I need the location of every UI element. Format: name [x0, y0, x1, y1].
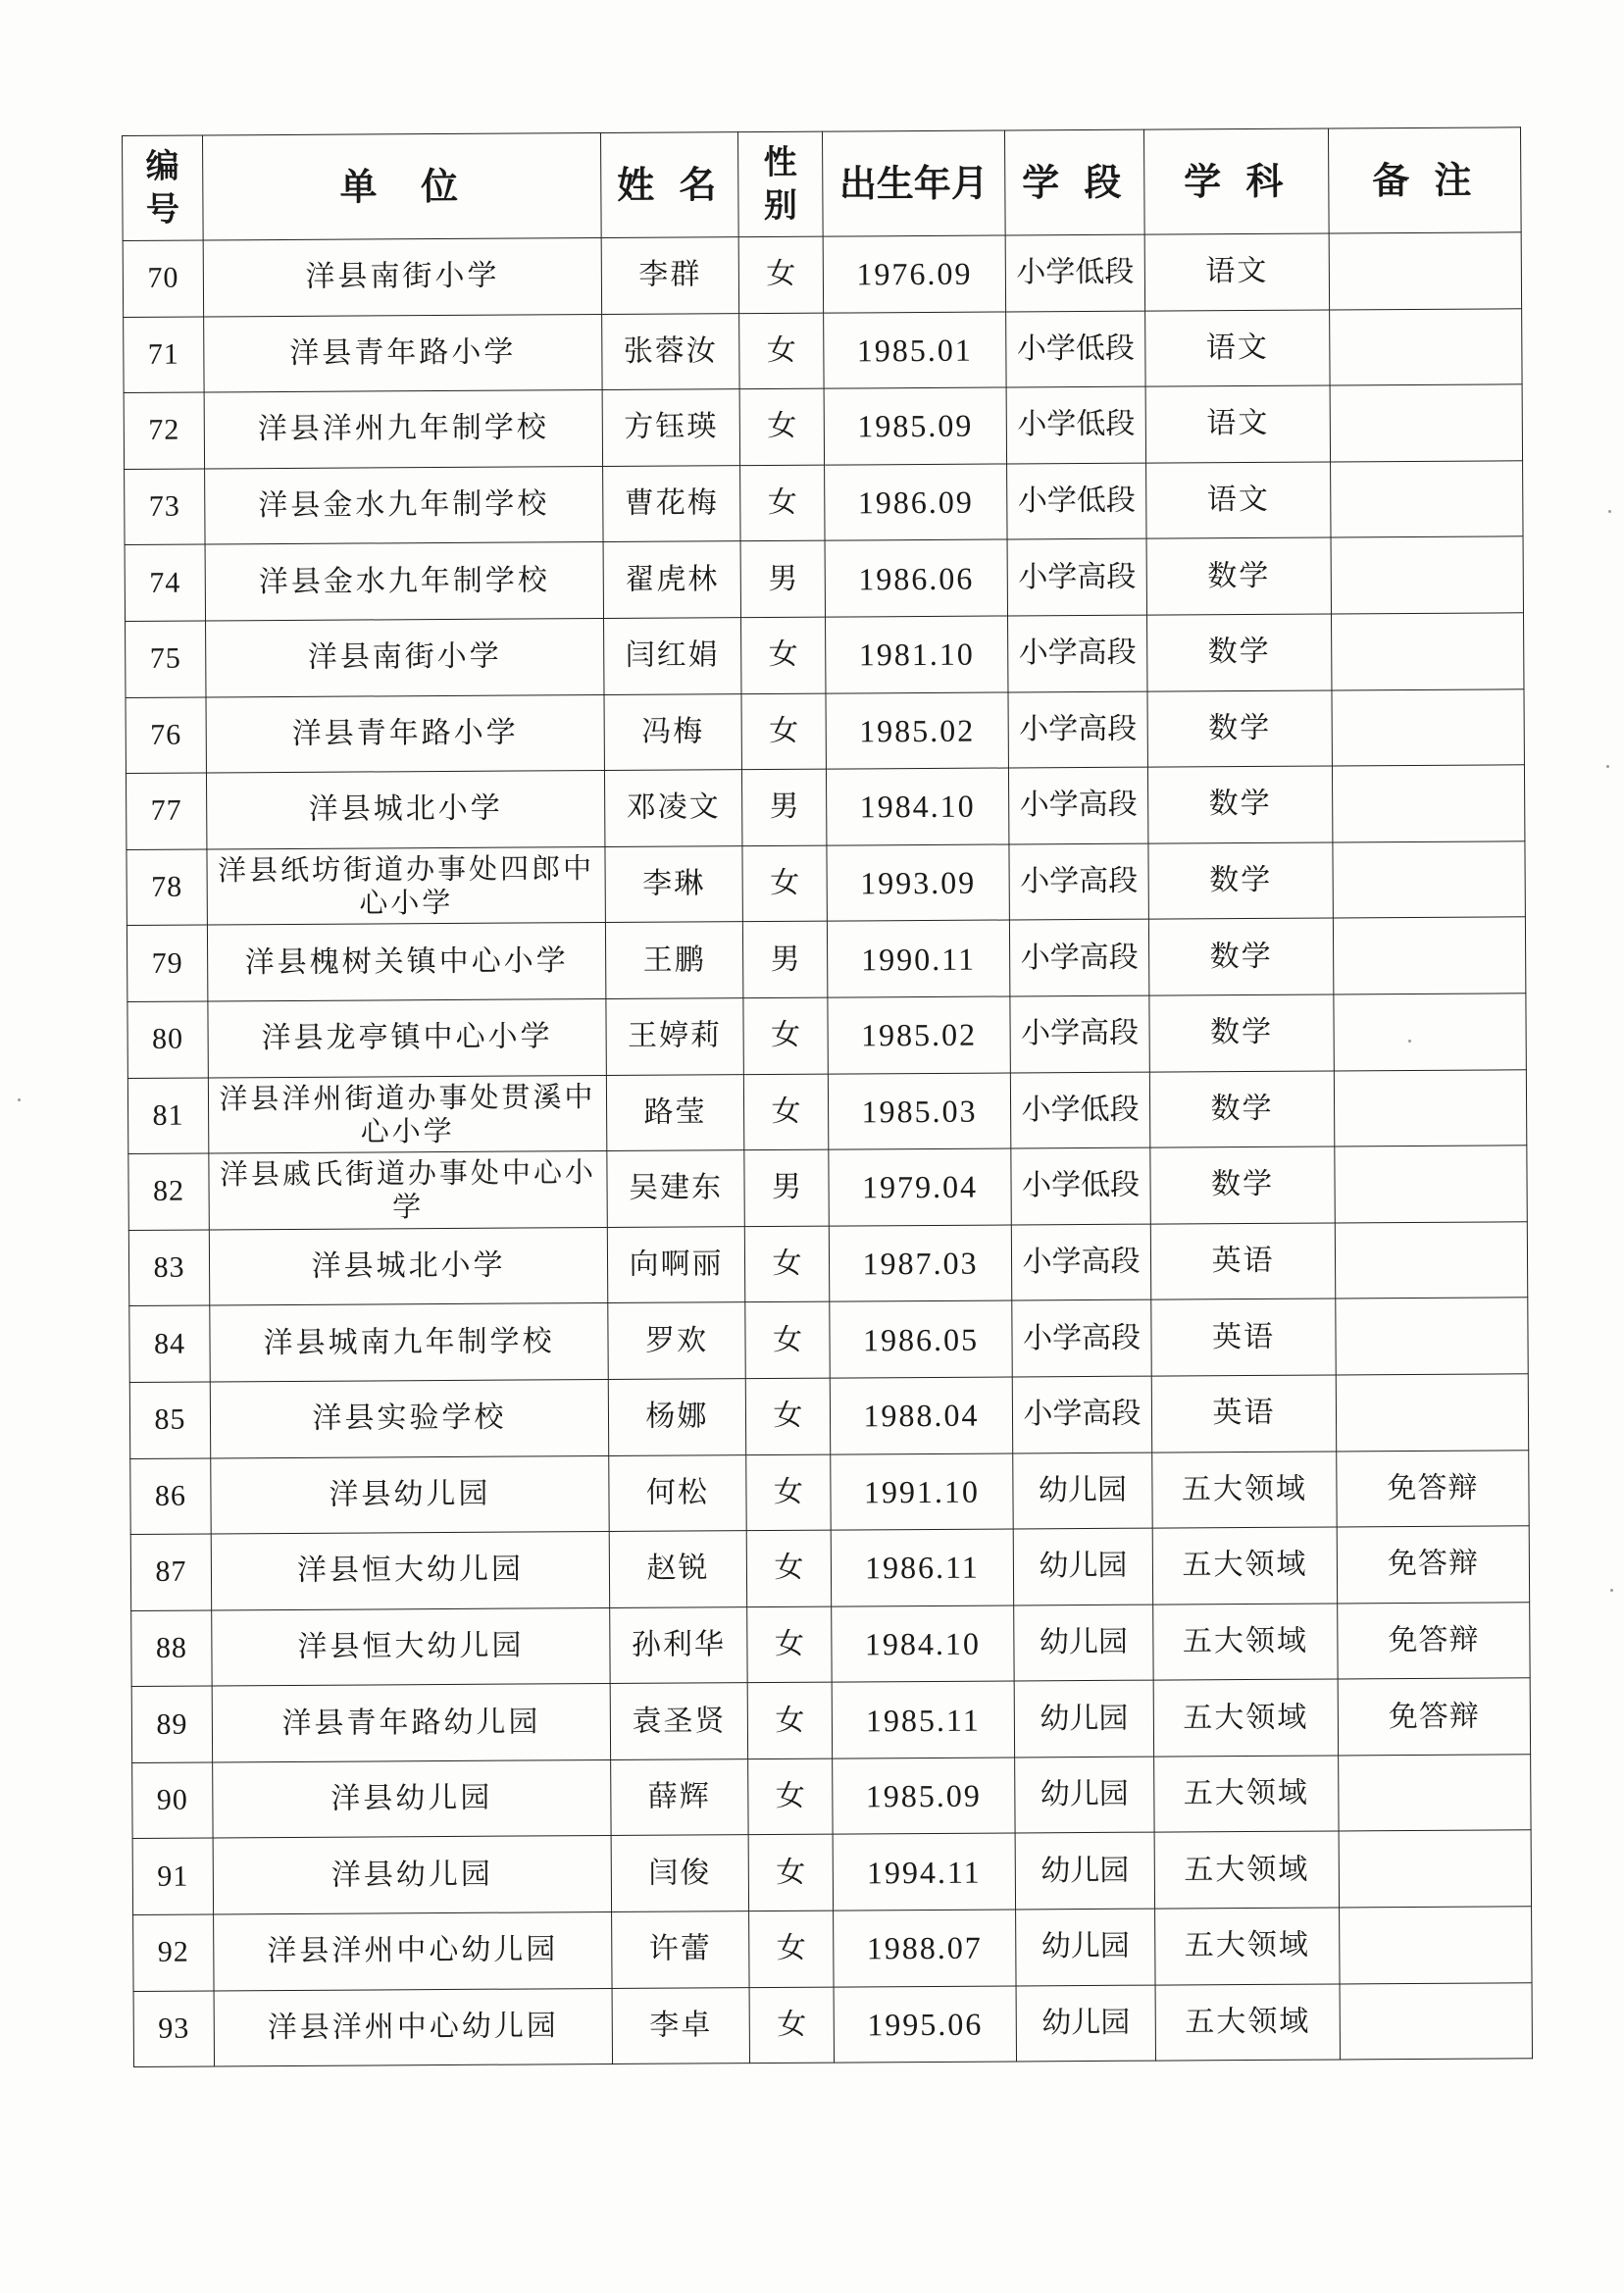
cell-birth: 1984.10	[826, 768, 1008, 845]
cell-unit: 洋县洋州九年制学校	[204, 390, 602, 469]
cell-note	[1335, 1221, 1527, 1299]
cell-birth: 1995.06	[834, 1986, 1016, 2064]
cell-subject: 数学	[1147, 766, 1332, 843]
cell-gender: 男	[742, 921, 827, 997]
cell-note	[1329, 232, 1521, 310]
cell-name: 向啊丽	[607, 1226, 744, 1302]
cell-gender: 女	[746, 1454, 831, 1531]
cell-gender: 女	[745, 1378, 830, 1454]
table-row	[130, 1526, 1529, 1610]
cell-gender: 女	[748, 1835, 833, 1911]
cell-number: 93	[133, 1991, 214, 2067]
cell-gender: 男	[744, 1149, 829, 1226]
cell-unit: 洋县青年路小学	[206, 694, 604, 773]
scan-speck	[1610, 1589, 1613, 1592]
cell-unit: 洋县洋州中心幼儿园	[214, 1912, 612, 1991]
teacher-roster-table	[122, 127, 1533, 2067]
cell-name: 曹花梅	[603, 465, 740, 541]
cell-unit: 洋县金水九年制学校	[205, 542, 603, 621]
cell-number: 87	[130, 1534, 211, 1610]
cell-number: 92	[133, 1914, 214, 1991]
cell-number: 78	[127, 849, 207, 926]
cell-note: 免答辩	[1338, 1602, 1530, 1679]
cell-note	[1334, 1069, 1526, 1146]
cell-subject: 数学	[1148, 842, 1333, 920]
header-note: 备 注	[1328, 127, 1521, 233]
table-row	[130, 1450, 1529, 1534]
scan-speck	[1606, 765, 1609, 768]
cell-name: 杨娜	[608, 1379, 745, 1455]
header-birth: 出生年月	[822, 130, 1005, 236]
cell-birth: 1986.09	[825, 464, 1007, 541]
table-row	[127, 1069, 1526, 1153]
table-row	[124, 384, 1522, 469]
table-row	[126, 765, 1524, 849]
cell-number: 79	[127, 925, 207, 1001]
cell-unit: 洋县恒大幼儿园	[211, 1532, 609, 1610]
cell-unit: 洋县洋州街道办事处贯溪中心小学	[208, 1075, 606, 1153]
table-row	[129, 1298, 1528, 1382]
cell-stage: 幼儿园	[1015, 1833, 1154, 1910]
cell-unit: 洋县戚氏街道办事处中心小学	[209, 1151, 607, 1230]
table-header-row	[123, 127, 1522, 241]
cell-subject: 数学	[1148, 918, 1333, 995]
cell-gender: 女	[747, 1682, 832, 1758]
cell-gender: 女	[738, 236, 823, 313]
cell-subject: 语文	[1145, 310, 1330, 387]
header-unit: 单 位	[203, 133, 602, 240]
cell-gender: 女	[743, 997, 828, 1074]
cell-subject: 英语	[1150, 1223, 1335, 1300]
cell-stage: 小学高段	[1009, 919, 1148, 995]
cell-note	[1330, 384, 1522, 462]
table-row	[127, 917, 1525, 1001]
cell-stage: 小学高段	[1011, 1224, 1150, 1300]
cell-gender: 女	[741, 693, 826, 770]
cell-number: 82	[128, 1153, 209, 1230]
header-gender	[737, 131, 823, 237]
cell-note	[1333, 917, 1525, 994]
cell-note	[1340, 1982, 1532, 2060]
header-gender-top: 性	[763, 142, 797, 183]
cell-unit: 洋县幼儿园	[213, 1836, 611, 1914]
cell-note	[1334, 994, 1526, 1071]
cell-birth: 1994.11	[833, 1833, 1015, 1911]
cell-unit: 洋县南街小学	[203, 238, 601, 317]
cell-subject: 数学	[1150, 1146, 1335, 1224]
cell-stage: 小学高段	[1008, 767, 1147, 843]
cell-unit: 洋县城南九年制学校	[210, 1303, 608, 1382]
table-row	[123, 232, 1521, 317]
cell-subject: 语文	[1145, 385, 1330, 463]
cell-unit: 洋县槐树关镇中心小学	[207, 923, 605, 1001]
cell-name: 罗欢	[608, 1302, 745, 1379]
cell-stage: 幼儿园	[1014, 1680, 1153, 1757]
cell-subject: 语文	[1144, 233, 1329, 311]
cell-birth: 1993.09	[827, 844, 1009, 922]
cell-unit: 洋县金水九年制学校	[205, 466, 603, 544]
cell-number: 91	[132, 1838, 213, 1914]
cell-name: 赵锐	[609, 1531, 746, 1607]
cell-birth: 1990.11	[827, 920, 1009, 997]
cell-stage: 小学低段	[1010, 1072, 1149, 1148]
cell-stage: 幼儿园	[1013, 1528, 1152, 1605]
cell-gender: 女	[744, 1226, 829, 1302]
cell-note	[1331, 461, 1523, 538]
header-number	[123, 135, 204, 240]
cell-note	[1336, 1374, 1528, 1452]
table-row	[127, 994, 1526, 1078]
cell-note: 免答辩	[1338, 1678, 1530, 1756]
cell-stage: 小学高段	[1008, 691, 1147, 768]
cell-note	[1332, 613, 1524, 690]
cell-subject: 数学	[1146, 537, 1331, 615]
table-row	[128, 1146, 1527, 1230]
cell-birth: 1985.01	[824, 312, 1006, 389]
cell-gender: 女	[739, 313, 824, 389]
cell-gender: 女	[745, 1301, 830, 1378]
cell-unit: 洋县南街小学	[206, 618, 604, 696]
cell-birth: 1976.09	[823, 235, 1005, 313]
cell-number: 72	[124, 392, 204, 469]
cell-stage: 小学低段	[1005, 234, 1144, 311]
header-stage: 学 段	[1004, 129, 1144, 235]
cell-name: 邓凌文	[604, 770, 741, 846]
cell-note	[1336, 1298, 1528, 1375]
cell-gender: 女	[739, 388, 824, 465]
cell-birth: 1985.03	[828, 1073, 1010, 1150]
cell-birth: 1986.06	[825, 539, 1007, 617]
cell-gender: 女	[747, 1606, 832, 1683]
cell-number: 80	[127, 1001, 208, 1078]
cell-subject: 英语	[1151, 1299, 1336, 1376]
cell-birth: 1988.04	[830, 1377, 1012, 1454]
header-number-bottom: 号	[145, 189, 180, 229]
cell-name: 翟虎林	[603, 541, 740, 618]
cell-unit: 洋县青年路小学	[204, 314, 602, 392]
cell-stage: 幼儿园	[1014, 1605, 1153, 1681]
cell-stage: 小学高段	[1007, 538, 1146, 615]
cell-note	[1335, 1146, 1527, 1223]
cell-unit: 洋县龙亭镇中心小学	[208, 998, 606, 1077]
cell-birth: 1979.04	[829, 1148, 1011, 1226]
cell-birth: 1991.10	[831, 1452, 1013, 1530]
cell-number: 70	[123, 240, 203, 317]
cell-subject: 数学	[1149, 1070, 1334, 1147]
cell-gender: 女	[742, 845, 827, 922]
cell-stage: 小学高段	[1012, 1376, 1151, 1452]
cell-note	[1333, 841, 1525, 919]
cell-subject: 数学	[1147, 690, 1332, 768]
cell-gender: 男	[741, 769, 826, 845]
cell-gender: 女	[743, 1074, 828, 1150]
cell-name: 吴建东	[607, 1150, 744, 1227]
cell-stage: 小学高段	[1008, 615, 1147, 691]
cell-gender: 女	[749, 1911, 834, 1987]
cell-gender: 女	[741, 617, 826, 693]
cell-unit: 洋县恒大幼儿园	[212, 1607, 610, 1686]
table-row	[125, 461, 1523, 545]
cell-unit: 洋县城北小学	[206, 771, 604, 849]
table-row	[129, 1374, 1528, 1458]
cell-name: 李琳	[605, 845, 742, 922]
cell-birth: 1981.10	[826, 616, 1008, 693]
cell-name: 张蓉汝	[602, 313, 739, 389]
cell-number: 86	[130, 1457, 211, 1534]
cell-number: 83	[128, 1230, 209, 1306]
cell-gender: 女	[748, 1758, 833, 1835]
cell-subject: 五大领域	[1155, 1984, 1340, 2062]
cell-name: 李卓	[612, 1987, 749, 2064]
cell-birth: 1985.09	[833, 1758, 1015, 1835]
cell-unit: 洋县城北小学	[209, 1227, 607, 1305]
table-row	[125, 536, 1523, 621]
cell-birth: 1985.09	[824, 387, 1006, 465]
cell-stage: 幼儿园	[1015, 1757, 1154, 1833]
table-row	[126, 613, 1524, 697]
cell-name: 闫红娟	[604, 618, 741, 694]
cell-subject: 五大领域	[1154, 1756, 1339, 1833]
cell-stage: 幼儿园	[1016, 1985, 1155, 2062]
cell-stage: 小学低段	[1007, 463, 1146, 539]
cell-unit: 洋县幼儿园	[211, 1455, 609, 1534]
cell-stage: 小学高段	[1009, 843, 1148, 920]
table-row	[133, 1982, 1532, 2066]
header-name: 姓 名	[600, 132, 738, 238]
cell-unit: 洋县幼儿园	[213, 1759, 611, 1838]
table-row	[131, 1678, 1530, 1762]
cell-birth: 1988.07	[834, 1910, 1016, 1987]
cell-gender: 女	[740, 465, 825, 541]
cell-subject: 五大领域	[1152, 1451, 1337, 1528]
cell-number: 89	[131, 1686, 212, 1762]
cell-number: 77	[126, 773, 206, 849]
cell-subject: 数学	[1149, 994, 1334, 1072]
table-row	[127, 841, 1525, 926]
cell-birth: 1986.05	[830, 1300, 1012, 1378]
cell-note	[1339, 1755, 1531, 1832]
scan-speck	[1408, 1040, 1411, 1043]
cell-number: 76	[126, 697, 206, 774]
scan-speck	[18, 1098, 21, 1101]
cell-birth: 1986.11	[831, 1529, 1013, 1606]
cell-subject: 五大领域	[1154, 1831, 1339, 1909]
cell-subject: 语文	[1146, 462, 1331, 539]
table-body	[123, 232, 1532, 2067]
cell-stage: 小学高段	[1010, 995, 1149, 1072]
table-row	[133, 1907, 1532, 1991]
cell-birth: 1985.11	[832, 1681, 1014, 1758]
cell-number: 75	[126, 621, 206, 697]
cell-note	[1339, 1830, 1531, 1908]
cell-name: 薛辉	[611, 1759, 748, 1836]
cell-subject: 五大领域	[1155, 1908, 1340, 1985]
cell-number: 90	[132, 1762, 213, 1839]
cell-number: 73	[125, 469, 205, 545]
cell-subject: 五大领域	[1152, 1527, 1337, 1605]
cell-name: 冯梅	[604, 693, 741, 770]
cell-subject: 数学	[1147, 614, 1332, 691]
table-row	[132, 1755, 1531, 1839]
cell-number: 81	[127, 1078, 208, 1154]
cell-note	[1332, 765, 1524, 842]
header-gender-bottom: 别	[763, 185, 798, 227]
scan-speck	[1608, 510, 1611, 513]
cell-stage: 幼儿园	[1016, 1909, 1155, 1985]
cell-name: 路莹	[606, 1074, 743, 1150]
table-row	[132, 1830, 1531, 1914]
cell-name: 王婷莉	[606, 998, 743, 1075]
cell-name: 李群	[601, 237, 738, 314]
cell-birth: 1985.02	[828, 996, 1010, 1074]
cell-number: 74	[125, 544, 205, 621]
cell-subject: 英语	[1151, 1375, 1336, 1452]
cell-name: 何松	[609, 1454, 746, 1531]
cell-name: 王鹏	[605, 922, 742, 998]
cell-note	[1332, 688, 1524, 766]
cell-subject: 五大领域	[1153, 1604, 1338, 1681]
cell-name: 闫俊	[611, 1835, 748, 1911]
cell-subject: 五大领域	[1153, 1679, 1338, 1757]
cell-birth: 1985.02	[826, 692, 1008, 770]
cell-birth: 1984.10	[832, 1605, 1014, 1683]
cell-birth: 1987.03	[829, 1225, 1011, 1302]
cell-note: 免答辩	[1337, 1450, 1529, 1527]
cell-stage: 小学低段	[1011, 1147, 1150, 1224]
cell-unit: 洋县纸坊街道办事处四郎中心小学	[207, 846, 605, 925]
table-row	[126, 688, 1524, 773]
cell-number: 88	[131, 1610, 212, 1687]
cell-number: 84	[129, 1305, 210, 1382]
cell-note	[1340, 1907, 1532, 1984]
cell-stage: 小学低段	[1006, 386, 1145, 463]
table-row	[128, 1221, 1527, 1305]
cell-number: 85	[129, 1382, 210, 1458]
cell-name: 许蕾	[612, 1911, 749, 1988]
table-row	[131, 1602, 1530, 1686]
cell-unit: 洋县洋州中心幼儿园	[214, 1988, 612, 2066]
cell-number: 71	[124, 317, 204, 393]
cell-name: 袁圣贤	[610, 1683, 747, 1759]
header-number-top: 编	[145, 146, 179, 186]
cell-stage: 幼儿园	[1013, 1452, 1152, 1529]
cell-stage: 小学低段	[1006, 311, 1145, 387]
cell-name: 孙利华	[610, 1606, 747, 1683]
header-subject: 学 科	[1143, 128, 1329, 234]
cell-name: 方钰瑛	[602, 389, 739, 466]
cell-note	[1331, 536, 1523, 614]
cell-stage: 小学高段	[1012, 1299, 1151, 1376]
cell-gender: 男	[740, 541, 825, 618]
cell-note	[1330, 308, 1522, 385]
table-row	[124, 308, 1522, 392]
cell-gender: 女	[749, 1987, 834, 2064]
cell-gender: 女	[746, 1530, 831, 1606]
cell-unit: 洋县实验学校	[210, 1379, 608, 1457]
cell-unit: 洋县青年路幼儿园	[212, 1684, 610, 1762]
cell-note: 免答辩	[1337, 1526, 1529, 1604]
